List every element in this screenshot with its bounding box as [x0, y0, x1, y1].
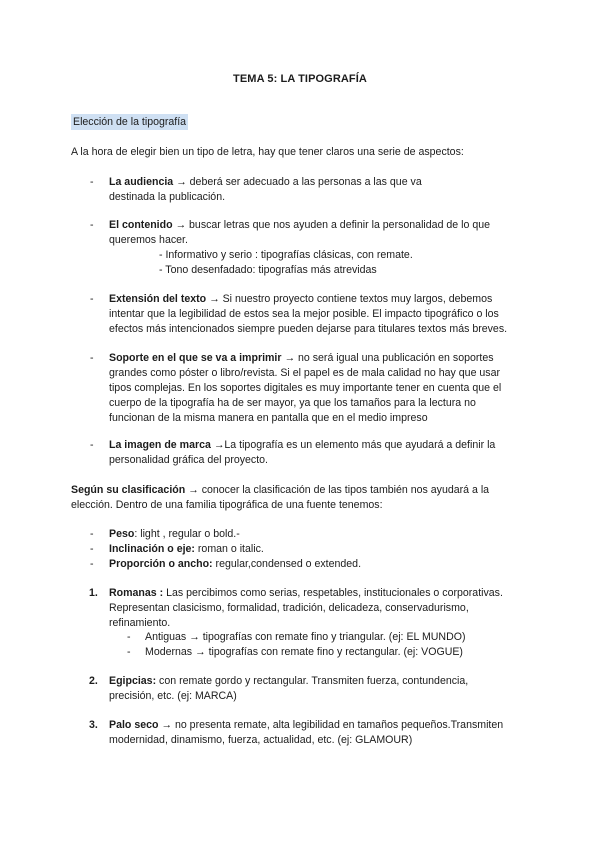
sub-item: Antiguas → tipografías con remate fino y triangular. (ej: EL MUNDO)	[145, 631, 466, 643]
property-proporcion: Proporción o ancho: regular,condensed o extended.	[109, 558, 362, 570]
family-palo-seco: Palo seco → no presenta remate, alta legibilidad en tamaños pequeños.Transmiten modernidad, dinamismo, fuerza, actualidad, etc. (ej: GLAMOUR)	[109, 719, 504, 746]
aspect-label: Extensión del texto	[109, 293, 207, 305]
family-label: Egipcias:	[109, 675, 157, 687]
aspect-label: Soporte en el que se va a imprimir	[109, 352, 282, 364]
family-egipcias: Egipcias: con remate gordo y rectangular. Transmiten fuerza, contundencia, precisión, etc. (ej: MARCA)	[109, 675, 469, 702]
aspect-soporte: Soporte en el que se va a imprimir → no será igual una publicación en soportes grandes como póster o libro/revista. Si el papel es de mala calidad no hay que usar tipos complejas. En los soportes digitales es muy importante tener en cuenta que el cuerpo de la tipografía ha de ser mayor, ya que los tamaños para la lectura no funcionan de la misma manera en pantalla que en el medio impreso	[109, 352, 502, 424]
list-number: 1.	[89, 587, 98, 599]
list-number: 3.	[89, 719, 98, 731]
bullet-marker: -	[90, 439, 94, 451]
classification-label: Según su clasificación	[71, 484, 186, 496]
family-label: Palo seco	[109, 719, 159, 731]
aspect-extension: Extensión del texto → Si nuestro proyecto contiene textos muy largos, debemos intentar que la legibilidad de estos sea la mejor posible. El impacto tipográfico o los efectos más intencionados siempre pueden dejarse para titulares textos más breves.	[109, 293, 508, 335]
bullet-marker: -	[127, 646, 131, 658]
sub-item: - Tono desenfadado: tipografías más atrevidas	[159, 264, 377, 276]
aspect-imagen-marca: La imagen de marca →La tipografía es un elemento más que ayudará a definir la personalidad gráfica del proyecto.	[109, 439, 496, 466]
aspect-contenido: El contenido → buscar letras que nos ayuden a definir la personalidad de lo que queremos hacer.	[109, 219, 490, 246]
aspect-label: La imagen de marca	[109, 439, 211, 451]
family-label: Romanas :	[109, 587, 164, 599]
bullet-marker: -	[90, 528, 94, 540]
bullet-marker: -	[90, 176, 94, 188]
family-romanas: Romanas : Las percibimos como serias, respetables, institucionales o corporativas. Representan clasicismo, formalidad, tradición, delicadeza, conservadurismo, refinamiento.	[109, 587, 503, 629]
intro-paragraph: A la hora de elegir bien un tipo de letra, hay que tener claros una serie de aspectos:	[71, 146, 464, 158]
section-heading: Elección de la tipografía	[73, 116, 187, 128]
aspect-label: La audiencia	[109, 176, 174, 188]
aspect-label: El contenido	[109, 219, 173, 231]
property-inclinacion: Inclinación o eje: roman o italic.	[109, 543, 264, 555]
bullet-marker: -	[90, 352, 94, 364]
bullet-marker: -	[90, 543, 94, 555]
bullet-marker: -	[127, 631, 131, 643]
bullet-marker: -	[90, 219, 94, 231]
classification-paragraph: Según su clasificación → conocer la clasificación de las tipos también nos ayudará a la elección. Dentro de una familia tipográfica de una fuente tenemos:	[71, 484, 490, 511]
property-peso: Peso: light , regular o bold.-	[109, 528, 240, 540]
sub-item: - Informativo y serio : tipografías clásicas, con remate.	[159, 249, 413, 261]
aspect-audiencia: La audiencia → deberá ser adecuado a las personas a las que va destinada la publicación.	[109, 176, 422, 203]
bullet-marker: -	[90, 558, 94, 570]
property-label: Peso	[109, 528, 135, 540]
bullet-marker: -	[90, 293, 94, 305]
property-label: Inclinación o eje:	[109, 543, 195, 555]
list-number: 2.	[89, 675, 98, 687]
property-label: Proporción o ancho:	[109, 558, 213, 570]
page-title: TEMA 5: LA TIPOGRAFÍA	[233, 73, 367, 85]
sub-item: Modernas → tipografías con remate fino y rectangular. (ej: VOGUE)	[145, 646, 463, 658]
